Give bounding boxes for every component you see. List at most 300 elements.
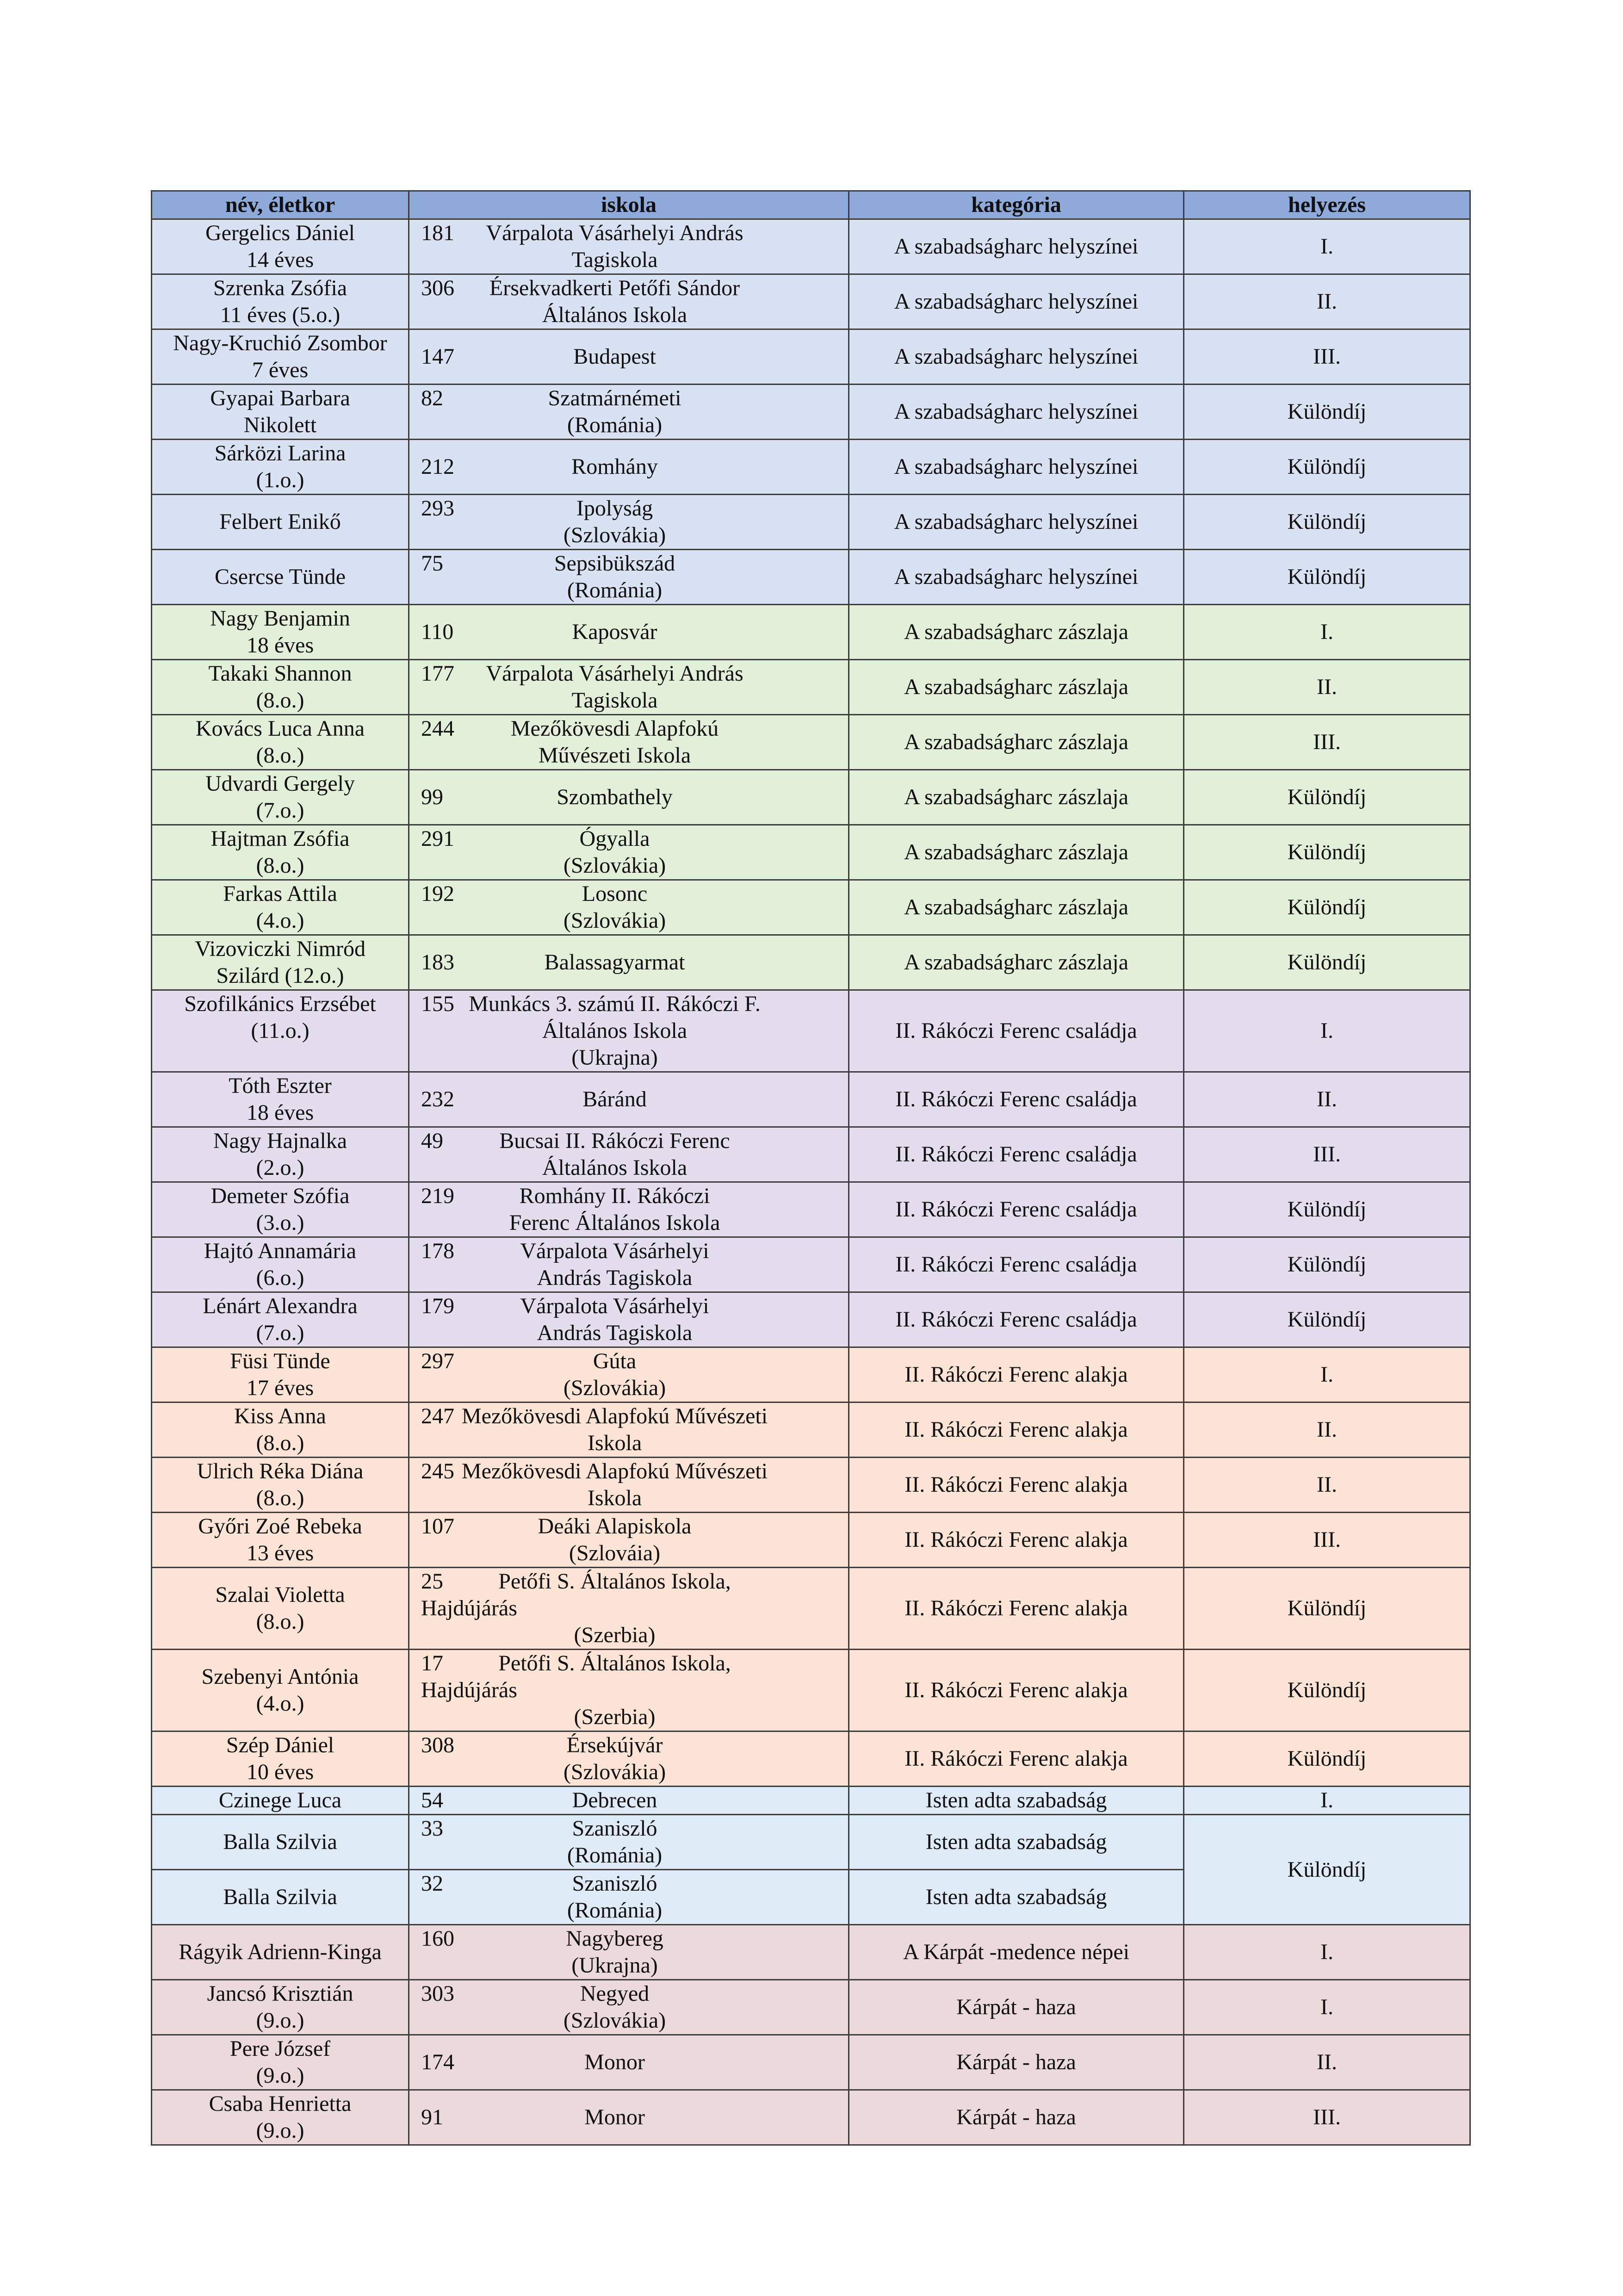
school-block — [409, 1348, 848, 1402]
name-cell — [152, 1347, 409, 1402]
table-row — [152, 329, 1470, 385]
placement-cell: Különdíj — [1184, 1731, 1470, 1787]
school-cell — [409, 550, 849, 605]
school-cell — [409, 935, 849, 990]
school-block — [409, 220, 848, 273]
placement-cell: III. — [1184, 715, 1470, 770]
school-block — [409, 1086, 848, 1113]
table-row — [152, 1072, 1470, 1127]
name-line: Gyapai Barbara — [210, 386, 350, 410]
placement-cell: Különdíj — [1184, 550, 1470, 605]
table-row — [152, 880, 1470, 935]
school-line: Érsekújvár — [566, 1733, 663, 1757]
placement-cell: Különdíj — [1184, 1815, 1470, 1925]
school-line: Ógyalla — [579, 826, 650, 851]
table-row — [152, 1237, 1470, 1292]
school-cell — [409, 2035, 849, 2090]
name-line: Szrenka Zsófia — [213, 276, 347, 300]
name-cell — [152, 1870, 409, 1925]
school-number: 183 — [421, 950, 454, 974]
category-cell: II. Rákóczi Ferenc családja — [849, 1127, 1184, 1182]
school-number: 155 — [421, 992, 454, 1016]
school-block — [409, 1732, 848, 1786]
school-number: 192 — [421, 881, 454, 906]
name-cell — [152, 2090, 409, 2145]
school-number: 308 — [421, 1733, 454, 1757]
category-cell: II. Rákóczi Ferenc alakja — [849, 1731, 1184, 1787]
school-line: (Románia) — [567, 1843, 663, 1868]
school-line: (Ukrajna) — [571, 1045, 658, 1070]
placement-cell: I. — [1184, 1925, 1470, 1980]
school-number: 147 — [421, 344, 454, 369]
school-line: Mezőkövesdi Alapfokú Művészeti — [461, 1404, 768, 1428]
school-number: 82 — [421, 386, 443, 410]
school-number: 244 — [421, 716, 454, 741]
school-block — [409, 1650, 848, 1731]
school-number: 212 — [421, 454, 454, 479]
placement-cell: I. — [1184, 1980, 1470, 2035]
name-line: Szilárd (12.o.) — [216, 963, 344, 988]
school-number: 91 — [421, 2105, 443, 2129]
school-number: 32 — [421, 1871, 443, 1896]
table-row — [152, 2035, 1470, 2090]
school-block — [409, 1568, 848, 1649]
school-block — [409, 1183, 848, 1236]
school-line: Munkács 3. számú II. Rákóczi F. — [469, 992, 761, 1016]
school-cell — [409, 1072, 849, 1127]
table-row — [152, 715, 1470, 770]
name-line: (1.o.) — [256, 468, 304, 492]
school-number: 107 — [421, 1514, 454, 1539]
school-line: Romhány II. Rákóczi — [519, 1184, 710, 1208]
name-line: (9.o.) — [256, 2118, 304, 2143]
category-cell: II. Rákóczi Ferenc alakja — [849, 1347, 1184, 1402]
school-line: Mezőkövesdi Alapfokú — [510, 716, 719, 741]
school-block — [409, 991, 848, 1071]
category-cell: A Kárpát -medence népei — [849, 1925, 1184, 1980]
name-cell — [152, 825, 409, 880]
name-line: Szép Dániel — [226, 1733, 335, 1757]
school-cell — [409, 274, 849, 329]
school-cell — [409, 219, 849, 274]
placement-cell: Különdíj — [1184, 1650, 1470, 1731]
school-number: 160 — [421, 1926, 454, 1951]
school-line: (Szerbia) — [574, 1705, 656, 1729]
table-row — [152, 1182, 1470, 1237]
name-line: Hajtó Annamária — [204, 1239, 357, 1263]
placement-cell: II. — [1184, 1402, 1470, 1458]
name-line: Farkas Attila — [223, 881, 337, 906]
placement-cell: I. — [1184, 990, 1470, 1072]
school-line: Általános Iskola — [542, 1018, 688, 1043]
name-line: (7.o.) — [256, 798, 304, 823]
table-row — [152, 440, 1470, 495]
name-line: Győri Zoé Rebeka — [198, 1514, 362, 1539]
name-cell — [152, 495, 409, 550]
table-row — [152, 935, 1470, 990]
table-row — [152, 660, 1470, 715]
category-cell: Kárpát - haza — [849, 2035, 1184, 2090]
school-line: (Szlovákia) — [563, 523, 666, 547]
school-number: 33 — [421, 1816, 443, 1841]
school-line: Debrecen — [572, 1788, 657, 1812]
table-row — [152, 385, 1470, 440]
school-cell — [409, 1237, 849, 1292]
school-cell — [409, 385, 849, 440]
school-line: (Szlovákia) — [563, 1760, 666, 1784]
name-line: Csercse Tünde — [214, 565, 346, 589]
table-row — [152, 550, 1470, 605]
name-line: 11 éves (5.o.) — [220, 303, 341, 327]
school-number: 219 — [421, 1184, 454, 1208]
table-row — [152, 1815, 1470, 1870]
table-row — [152, 2090, 1470, 2145]
school-number: 178 — [421, 1239, 454, 1263]
school-line: (Ukrajna) — [571, 1953, 658, 1978]
name-line: Lénárt Alexandra — [203, 1294, 358, 1318]
school-cell — [409, 495, 849, 550]
school-block — [409, 949, 848, 976]
name-line: Kovács Luca Anna — [195, 716, 365, 741]
school-line: Várpalota Vásárhelyi — [520, 1239, 709, 1263]
table-row — [152, 1347, 1470, 1402]
school-cell — [409, 1568, 849, 1650]
category-cell: A szabadságharc zászlaja — [849, 660, 1184, 715]
school-line: András Tagiskola — [537, 1321, 693, 1345]
placement-cell: I. — [1184, 1787, 1470, 1815]
school-line: (Szlovákia) — [563, 853, 666, 878]
name-line: 17 éves — [246, 1376, 314, 1400]
school-line: Monor — [584, 2105, 645, 2129]
school-block — [409, 1925, 848, 1979]
school-line: Kaposvár — [572, 620, 657, 644]
category-cell: II. Rákóczi Ferenc családja — [849, 1292, 1184, 1347]
name-line: 7 éves — [252, 358, 309, 382]
name-line: (8.o.) — [256, 743, 304, 768]
school-cell — [409, 1980, 849, 2035]
category-cell: II. Rákóczi Ferenc alakja — [849, 1650, 1184, 1731]
school-number: 174 — [421, 2050, 454, 2074]
school-cell — [409, 1815, 849, 1870]
placement-cell: I. — [1184, 1347, 1470, 1402]
placement-cell: Különdíj — [1184, 1237, 1470, 1292]
school-line: Tagiskola — [571, 248, 658, 272]
category-cell: A szabadságharc helyszínei — [849, 550, 1184, 605]
placement-cell: III. — [1184, 329, 1470, 385]
school-block — [409, 619, 848, 645]
name-line: (3.o.) — [256, 1210, 304, 1235]
school-number: 306 — [421, 276, 454, 300]
name-line: (8.o.) — [256, 688, 304, 713]
school-cell — [409, 1347, 849, 1402]
name-line: Nagy-Kruchió Zsombor — [173, 331, 387, 355]
school-number: 291 — [421, 826, 454, 851]
school-cell — [409, 1182, 849, 1237]
school-line: (Románia) — [567, 413, 663, 437]
name-cell — [152, 935, 409, 990]
school-cell — [409, 1127, 849, 1182]
name-line: Szalai Violetta — [215, 1582, 345, 1607]
school-number: 293 — [421, 496, 454, 521]
school-cell — [409, 880, 849, 935]
name-line: Demeter Szófia — [211, 1184, 350, 1208]
school-cell — [409, 1402, 849, 1458]
table-row — [152, 1458, 1470, 1513]
school-block — [409, 1128, 848, 1181]
school-number: 232 — [421, 1087, 454, 1111]
table-row — [152, 1292, 1470, 1347]
name-line: 18 éves — [246, 1100, 314, 1125]
school-line: Szatmárnémeti — [548, 386, 681, 410]
name-line: Nagy Benjamin — [210, 606, 350, 631]
placement-cell: II. — [1184, 660, 1470, 715]
name-cell — [152, 385, 409, 440]
school-block — [409, 1815, 848, 1869]
school-cell — [409, 1787, 849, 1815]
school-block — [409, 343, 848, 370]
name-line: Füsi Tünde — [230, 1349, 330, 1373]
school-cell — [409, 1925, 849, 1980]
name-line: Balla Szilvia — [223, 1830, 337, 1854]
school-cell — [409, 1650, 849, 1731]
name-cell — [152, 329, 409, 385]
school-number: 181 — [421, 221, 454, 245]
table-row — [152, 1127, 1470, 1182]
school-cell — [409, 990, 849, 1072]
name-line: (8.o.) — [256, 1486, 304, 1510]
name-cell — [152, 1731, 409, 1787]
category-cell: A szabadságharc zászlaja — [849, 935, 1184, 990]
category-cell: II. Rákóczi Ferenc családja — [849, 1182, 1184, 1237]
school-line: Általános Iskola — [542, 303, 688, 327]
table-row — [152, 495, 1470, 550]
school-block — [409, 1403, 848, 1457]
name-line: (9.o.) — [256, 2008, 304, 2033]
school-line: Várpalota Vásárhelyi András — [486, 661, 743, 686]
placement-cell: Különdíj — [1184, 1292, 1470, 1347]
school-block — [409, 715, 848, 769]
category-cell: A szabadságharc zászlaja — [849, 605, 1184, 660]
category-cell: A szabadságharc helyszínei — [849, 274, 1184, 329]
school-number: 247 — [421, 1404, 454, 1428]
school-cell — [409, 715, 849, 770]
placement-cell: Különdíj — [1184, 770, 1470, 825]
school-number: 25 — [421, 1569, 443, 1594]
name-cell — [152, 1650, 409, 1731]
name-line: (4.o.) — [256, 1691, 304, 1716]
placement-cell: Különdíj — [1184, 440, 1470, 495]
category-cell: A szabadságharc zászlaja — [849, 880, 1184, 935]
name-line: Udvardi Gergely — [205, 771, 355, 796]
name-cell — [152, 219, 409, 274]
name-cell — [152, 2035, 409, 2090]
name-line: 14 éves — [246, 248, 314, 272]
results-table — [151, 190, 1471, 2146]
placement-cell: III. — [1184, 1513, 1470, 1568]
school-line: Gúta — [593, 1349, 637, 1373]
name-line: Takaki Shannon — [208, 661, 352, 686]
name-cell — [152, 274, 409, 329]
name-cell — [152, 770, 409, 825]
school-cell — [409, 1292, 849, 1347]
school-number: 17 — [421, 1651, 443, 1675]
placement-cell: I. — [1184, 605, 1470, 660]
school-line: Petőfi S. Általános Iskola, — [498, 1651, 731, 1675]
name-line: (8.o.) — [256, 1431, 304, 1455]
school-cell — [409, 660, 849, 715]
header-name-age: név, életkor — [152, 191, 409, 219]
table-row — [152, 1568, 1470, 1650]
placement-cell: II. — [1184, 274, 1470, 329]
category-cell: A szabadságharc helyszínei — [849, 329, 1184, 385]
school-line: Ipolyság — [576, 496, 653, 521]
school-number: 110 — [421, 620, 454, 644]
school-line: Szombathely — [557, 785, 673, 809]
school-line: Tagiskola — [571, 688, 658, 713]
name-line: Nagy Hajnalka — [213, 1129, 347, 1153]
school-block — [409, 550, 848, 604]
name-cell — [152, 1292, 409, 1347]
name-line: (7.o.) — [256, 1321, 304, 1345]
table-row — [152, 274, 1470, 329]
school-block — [409, 2104, 848, 2131]
name-line: Szebenyi Antónia — [201, 1664, 359, 1689]
table-row — [152, 605, 1470, 660]
category-cell: A szabadságharc helyszínei — [849, 219, 1184, 274]
name-cell — [152, 1980, 409, 2035]
category-cell: Isten adta szabadság — [849, 1787, 1184, 1815]
school-number: 99 — [421, 785, 443, 809]
school-line: András Tagiskola — [537, 1266, 693, 1290]
name-line: Szofilkánics Erzsébet — [184, 992, 376, 1016]
category-cell: Kárpát - haza — [849, 1980, 1184, 2035]
school-number: 297 — [421, 1349, 454, 1373]
header-row — [152, 191, 1470, 219]
school-line: Romhány — [571, 454, 658, 479]
category-cell: II. Rákóczi Ferenc alakja — [849, 1458, 1184, 1513]
category-cell: A szabadságharc helyszínei — [849, 440, 1184, 495]
category-cell: A szabadságharc zászlaja — [849, 715, 1184, 770]
school-number: 245 — [421, 1459, 454, 1483]
school-block — [409, 1513, 848, 1567]
table-row — [152, 770, 1470, 825]
school-cell — [409, 1731, 849, 1787]
table-row — [152, 1731, 1470, 1787]
name-line: (2.o.) — [256, 1155, 304, 1180]
name-cell — [152, 1787, 409, 1815]
category-cell: Kárpát - haza — [849, 2090, 1184, 2145]
name-cell — [152, 1815, 409, 1870]
school-block — [409, 1870, 848, 1924]
placement-cell: I. — [1184, 219, 1470, 274]
name-line: (8.o.) — [256, 853, 304, 878]
table-row — [152, 1980, 1470, 2035]
header-category: kategória — [849, 191, 1184, 219]
name-cell — [152, 660, 409, 715]
school-line: Hajdújárás — [421, 1678, 517, 1702]
school-line: Monor — [584, 2050, 645, 2074]
school-number: 179 — [421, 1294, 454, 1318]
school-line: (Szlovákia) — [563, 908, 666, 933]
school-block — [409, 385, 848, 439]
school-line: Mezőkövesdi Alapfokú Művészeti — [461, 1459, 768, 1483]
name-line: Hajtman Zsófia — [211, 826, 350, 851]
school-cell — [409, 825, 849, 880]
name-cell — [152, 715, 409, 770]
category-cell: Isten adta szabadság — [849, 1815, 1184, 1870]
table-header — [152, 191, 1470, 219]
name-line: Ulrich Réka Diána — [197, 1459, 364, 1483]
name-cell — [152, 440, 409, 495]
school-block — [409, 1238, 848, 1291]
name-line: Pere József — [229, 2036, 331, 2061]
school-line: (Szlovákia) — [563, 2008, 666, 2033]
school-line: Várpalota Vásárhelyi — [520, 1294, 709, 1318]
school-number: 177 — [421, 661, 454, 686]
school-line: Érsekvadkerti Petőfi Sándor — [489, 276, 740, 300]
school-block — [409, 825, 848, 879]
school-line: Budapest — [573, 344, 656, 369]
school-line: Iskola — [587, 1486, 642, 1510]
school-line: (Románia) — [567, 1898, 663, 1923]
name-line: (4.o.) — [256, 908, 304, 933]
table-row — [152, 1402, 1470, 1458]
school-block — [409, 1980, 848, 2034]
school-number: 303 — [421, 1981, 454, 2006]
name-line: Rágyik Adrienn-Kinga — [179, 1940, 382, 1964]
school-line: Losonc — [582, 881, 648, 906]
school-cell — [409, 1458, 849, 1513]
table-row — [152, 1650, 1470, 1731]
name-line: 13 éves — [246, 1541, 314, 1565]
name-cell — [152, 1072, 409, 1127]
school-cell — [409, 1870, 849, 1925]
category-cell: A szabadságharc zászlaja — [849, 770, 1184, 825]
school-block — [409, 660, 848, 714]
placement-cell: Különdíj — [1184, 1182, 1470, 1237]
school-number: 54 — [421, 1788, 443, 1812]
placement-cell: Különdíj — [1184, 385, 1470, 440]
school-line: Általános Iskola — [542, 1155, 688, 1180]
name-cell — [152, 1513, 409, 1568]
name-cell — [152, 605, 409, 660]
name-cell — [152, 1182, 409, 1237]
name-cell — [152, 880, 409, 935]
table-row — [152, 219, 1470, 274]
school-line: Iskola — [587, 1431, 642, 1455]
name-line: Tóth Eszter — [229, 1074, 332, 1098]
school-line: Deáki Alapiskola — [538, 1514, 692, 1539]
school-cell — [409, 1513, 849, 1568]
school-line: Sepsibükszád — [554, 551, 675, 576]
school-block — [409, 495, 848, 549]
placement-cell: II. — [1184, 1458, 1470, 1513]
school-line: Művészeti Iskola — [538, 743, 691, 768]
name-cell — [152, 1237, 409, 1292]
name-line: 10 éves — [246, 1760, 314, 1784]
school-cell — [409, 770, 849, 825]
placement-cell: Különdíj — [1184, 935, 1470, 990]
table-row — [152, 990, 1470, 1072]
name-cell — [152, 1458, 409, 1513]
category-cell: II. Rákóczi Ferenc családja — [849, 1237, 1184, 1292]
name-cell — [152, 1127, 409, 1182]
table-row — [152, 1925, 1470, 1980]
school-cell — [409, 440, 849, 495]
category-cell: II. Rákóczi Ferenc családja — [849, 990, 1184, 1072]
school-cell — [409, 329, 849, 385]
category-cell: A szabadságharc zászlaja — [849, 825, 1184, 880]
